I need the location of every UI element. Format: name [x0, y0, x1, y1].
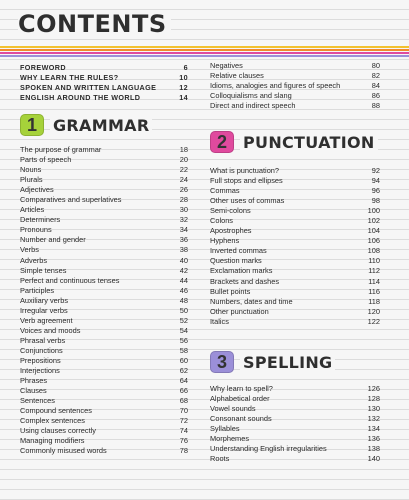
toc-entry-page: 68: [179, 396, 188, 406]
toc-entry-page: 6: [183, 63, 188, 72]
toc-entry-label: Vowel sounds: [210, 404, 256, 414]
toc-entry-page: 136: [367, 434, 380, 444]
toc-entry-label: Plurals: [20, 175, 43, 185]
toc-entry: [20, 436, 188, 446]
toc-entry-label: Hyphens: [210, 236, 240, 246]
toc-entry-label: What is punctuation?: [210, 166, 280, 175]
toc-entry-label: Pronouns: [20, 225, 52, 235]
toc-entry: [210, 196, 380, 206]
toc-entry: [20, 386, 188, 396]
toc-entry: [210, 287, 380, 297]
toc-entry-label: Exclamation marks: [210, 266, 273, 276]
toc-entry: [20, 83, 188, 93]
toc-entry: [210, 307, 380, 317]
toc-entry-page: 126: [367, 384, 380, 393]
toc-entry-page: 66: [179, 386, 188, 396]
toc-entry-page: 138: [367, 444, 380, 454]
stripe-purple: [0, 55, 409, 57]
toc-entry: [20, 225, 188, 235]
spelling-heading: [210, 351, 335, 373]
toc-entry-page: 132: [367, 414, 380, 424]
toc-entry: [210, 81, 380, 91]
toc-entry-label: Inverted commas: [210, 246, 267, 256]
toc-entry-page: 52: [179, 315, 188, 325]
toc-entry: [210, 176, 380, 186]
toc-entry: [210, 404, 380, 414]
toc-entry-label: Adverbs: [20, 255, 48, 265]
toc-entry-page: 100: [367, 206, 380, 216]
toc-entry-label: ENGLISH AROUND THE WORLD: [20, 93, 141, 103]
toc-entry-label: WHY LEARN THE RULES?: [20, 73, 119, 83]
toc-entry: [210, 277, 380, 287]
toc-entry: [210, 226, 380, 236]
toc-entry-page: 72: [179, 416, 188, 426]
punctuation-title: PUNCTUATION: [240, 133, 378, 152]
toc-entry-label: Alphabetical order: [210, 394, 270, 404]
toc-entry-label: Participles: [20, 285, 55, 295]
toc-entry: [20, 63, 188, 73]
toc-entry: [210, 71, 380, 81]
toc-entry: [210, 454, 380, 464]
toc-entry-page: 116: [368, 286, 380, 296]
toc-entry-label: Auxiliary verbs: [20, 295, 69, 305]
toc-entry: [20, 416, 188, 426]
toc-entry: [20, 256, 188, 266]
toc-entry-label: Interjections: [20, 366, 60, 376]
toc-entry-page: 40: [179, 255, 188, 265]
toc-entry-label: Negatives: [210, 61, 243, 70]
toc-entry-page: 114: [368, 276, 380, 286]
toc-entry-label: Nouns: [20, 165, 42, 175]
toc-entry-label: Semi-colons: [210, 206, 251, 216]
toc-entry-page: 112: [368, 266, 380, 276]
grammar-number-badge: 1: [20, 114, 44, 136]
toc-entry-page: 70: [179, 406, 188, 416]
toc-entry: [20, 446, 188, 456]
toc-entry-page: 58: [179, 345, 188, 355]
toc-entry-label: Irregular verbs: [20, 305, 68, 315]
punctuation-list: [210, 166, 380, 327]
toc-entry-label: Commas: [210, 186, 240, 196]
toc-entry-page: 42: [179, 265, 188, 275]
toc-entry-page: 38: [179, 245, 188, 255]
toc-entry-page: 118: [368, 296, 380, 306]
toc-entry-page: 110: [368, 256, 380, 266]
toc-entry-page: 84: [371, 81, 380, 91]
toc-entry-label: Understanding English irregularities: [210, 444, 327, 454]
toc-entry-page: 140: [367, 454, 380, 464]
toc-entry: [210, 216, 380, 226]
toc-entry-label: Full stops and ellipses: [210, 176, 283, 186]
toc-entry-label: Numbers, dates and time: [210, 296, 293, 306]
toc-entry: [20, 336, 188, 346]
toc-entry-page: 78: [179, 446, 188, 456]
toc-entry: [210, 246, 380, 256]
toc-entry: [20, 215, 188, 225]
toc-entry-page: 120: [367, 306, 380, 316]
toc-entry: [210, 256, 380, 266]
toc-entry: [210, 434, 380, 444]
toc-entry: [210, 317, 380, 327]
toc-entry: [210, 166, 380, 176]
toc-entry: [20, 205, 188, 215]
punctuation-heading: [210, 131, 378, 153]
color-stripes: [0, 46, 409, 58]
toc-entry-page: 76: [179, 436, 188, 446]
stripe-orange: [0, 49, 409, 51]
toc-entry: [20, 346, 188, 356]
toc-entry-page: 12: [179, 83, 188, 93]
toc-entry-page: 14: [179, 93, 188, 103]
toc-entry-label: Other punctuation: [210, 306, 269, 316]
grammar-list: [20, 145, 188, 456]
toc-entry: [210, 91, 380, 101]
toc-entry-label: Question marks: [210, 256, 262, 266]
toc-entry-page: 50: [179, 305, 188, 315]
toc-entry-label: Brackets and dashes: [210, 276, 280, 286]
toc-entry: [20, 73, 188, 83]
toc-entry: [20, 376, 188, 386]
toc-entry-page: 102: [367, 216, 380, 226]
toc-entry-label: Morphemes: [210, 434, 250, 444]
toc-entry-label: Conjunctions: [20, 345, 63, 355]
toc-entry-label: Phrasal verbs: [20, 335, 66, 345]
toc-entry-page: 54: [179, 325, 188, 335]
toc-entry-label: Syllables: [210, 424, 240, 434]
toc-entry-page: 74: [179, 426, 188, 436]
toc-entry: [20, 245, 188, 255]
toc-entry-page: 28: [179, 195, 188, 205]
toc-entry-page: 94: [371, 176, 380, 186]
toc-entry-page: 34: [179, 225, 188, 235]
toc-entry-label: Other uses of commas: [210, 196, 285, 206]
toc-entry: [20, 185, 188, 195]
toc-entry-label: Determiners: [20, 215, 61, 225]
toc-entry: [20, 266, 188, 276]
toc-entry-label: Direct and indirect speech: [210, 101, 296, 111]
toc-entry: [20, 306, 188, 316]
toc-entry-page: 128: [367, 394, 380, 404]
toc-entry-label: Consonant sounds: [210, 414, 272, 424]
toc-entry: [20, 276, 188, 286]
toc-entry-label: Commonly misused words: [20, 446, 107, 456]
toc-entry-page: 44: [179, 275, 188, 285]
grammar-continued-list: [210, 61, 380, 111]
spelling-list: [210, 384, 380, 464]
toc-entry-page: 36: [179, 235, 188, 245]
toc-entry: [210, 206, 380, 216]
toc-entry: [210, 444, 380, 454]
toc-entry-label: Complex sentences: [20, 416, 85, 426]
toc-entry-label: Verbs: [20, 245, 39, 255]
toc-entry-page: 96: [371, 186, 380, 196]
toc-entry-page: 32: [179, 215, 188, 225]
toc-entry-label: Bullet points: [210, 286, 251, 296]
toc-entry-page: 22: [179, 165, 188, 175]
toc-entry-page: 64: [179, 376, 188, 386]
toc-entry-page: 26: [179, 185, 188, 195]
toc-entry-page: 108: [367, 246, 380, 256]
toc-entry: [210, 424, 380, 434]
toc-entry: [20, 155, 188, 165]
toc-entry: [210, 101, 380, 111]
toc-entry-label: Comparatives and superlatives: [20, 195, 122, 205]
toc-entry-page: 82: [371, 71, 380, 81]
toc-entry-page: 80: [371, 61, 380, 70]
toc-entry: [20, 366, 188, 376]
toc-entry-page: 86: [371, 91, 380, 101]
stripe-yellow: [0, 46, 409, 48]
toc-entry-label: Voices and moods: [20, 325, 81, 335]
toc-entry-label: Roots: [210, 454, 230, 464]
toc-entry-label: Managing modifiers: [20, 436, 85, 446]
toc-entry: [20, 195, 188, 205]
toc-entry-label: SPOKEN AND WRITTEN LANGUAGE: [20, 83, 157, 93]
toc-entry: [210, 394, 380, 404]
toc-entry: [210, 297, 380, 307]
spelling-number-badge: 3: [210, 351, 234, 373]
toc-entry-page: 18: [179, 145, 188, 154]
toc-entry-page: 130: [367, 404, 380, 414]
toc-entry: [20, 93, 188, 103]
toc-entry-label: Colons: [210, 216, 234, 226]
toc-entry-label: Compound sentences: [20, 406, 92, 416]
toc-entry-label: Parts of speech: [20, 155, 72, 165]
toc-entry: [20, 356, 188, 366]
toc-entry-label: Verb agreement: [20, 315, 73, 325]
toc-entry-page: 88: [371, 101, 380, 111]
front-matter-list: [20, 63, 188, 103]
toc-entry: [210, 414, 380, 424]
toc-entry-label: Perfect and continuous tenses: [20, 275, 120, 285]
toc-entry: [20, 396, 188, 406]
toc-entry: [210, 61, 380, 71]
toc-entry: [20, 175, 188, 185]
toc-entry-page: 20: [179, 155, 188, 165]
toc-entry-page: 92: [371, 166, 380, 175]
toc-entry-label: Relative clauses: [210, 71, 264, 81]
spelling-title: SPELLING: [240, 353, 335, 372]
toc-entry-page: 134: [367, 424, 380, 434]
toc-entry-page: 56: [179, 335, 188, 345]
toc-entry-label: Clauses: [20, 386, 47, 396]
toc-entry-label: Why learn to spell?: [210, 384, 273, 393]
stripe-pink: [0, 52, 409, 54]
toc-entry: [210, 384, 380, 394]
toc-entry: [210, 236, 380, 246]
toc-entry: [20, 235, 188, 245]
toc-entry-page: 104: [367, 226, 380, 236]
toc-entry-label: FOREWORD: [20, 63, 66, 72]
page-title: CONTENTS: [18, 10, 171, 38]
toc-entry: [210, 266, 380, 276]
punctuation-number-badge: 2: [210, 131, 234, 153]
toc-entry-label: Using clauses correctly: [20, 426, 96, 436]
toc-entry-page: 46: [179, 285, 188, 295]
toc-entry-label: Idioms, analogies and figures of speech: [210, 81, 341, 91]
toc-entry-label: Simple tenses: [20, 265, 67, 275]
toc-entry-page: 122: [367, 316, 380, 326]
toc-entry: [20, 316, 188, 326]
toc-entry: [20, 165, 188, 175]
toc-entry-page: 30: [179, 205, 188, 215]
toc-entry-page: 62: [179, 366, 188, 376]
toc-entry-page: 24: [179, 175, 188, 185]
toc-entry-page: 106: [367, 236, 380, 246]
toc-entry: [20, 145, 188, 155]
toc-entry: [20, 286, 188, 296]
toc-entry-page: 10: [179, 73, 188, 83]
toc-entry-label: Apostrophes: [210, 226, 252, 236]
toc-entry: [20, 326, 188, 336]
toc-entry-label: Sentences: [20, 396, 55, 406]
toc-entry-page: 60: [179, 355, 188, 365]
toc-entry-label: Number and gender: [20, 235, 86, 245]
toc-entry: [20, 406, 188, 416]
toc-entry-label: Prepositions: [20, 355, 61, 365]
toc-entry-label: Italics: [210, 316, 229, 326]
toc-entry: [20, 426, 188, 436]
toc-entry-page: 48: [179, 295, 188, 305]
toc-entry-label: Phrases: [20, 376, 48, 386]
toc-entry-label: The purpose of grammar: [20, 145, 102, 154]
grammar-title: GRAMMAR: [50, 116, 152, 135]
toc-entry-label: Articles: [20, 205, 45, 215]
grammar-heading: [20, 114, 152, 136]
toc-entry-label: Adjectives: [20, 185, 54, 195]
toc-entry: [210, 186, 380, 196]
toc-entry-label: Colloquialisms and slang: [210, 91, 292, 101]
toc-entry: [20, 296, 188, 306]
toc-entry-page: 98: [371, 196, 380, 206]
